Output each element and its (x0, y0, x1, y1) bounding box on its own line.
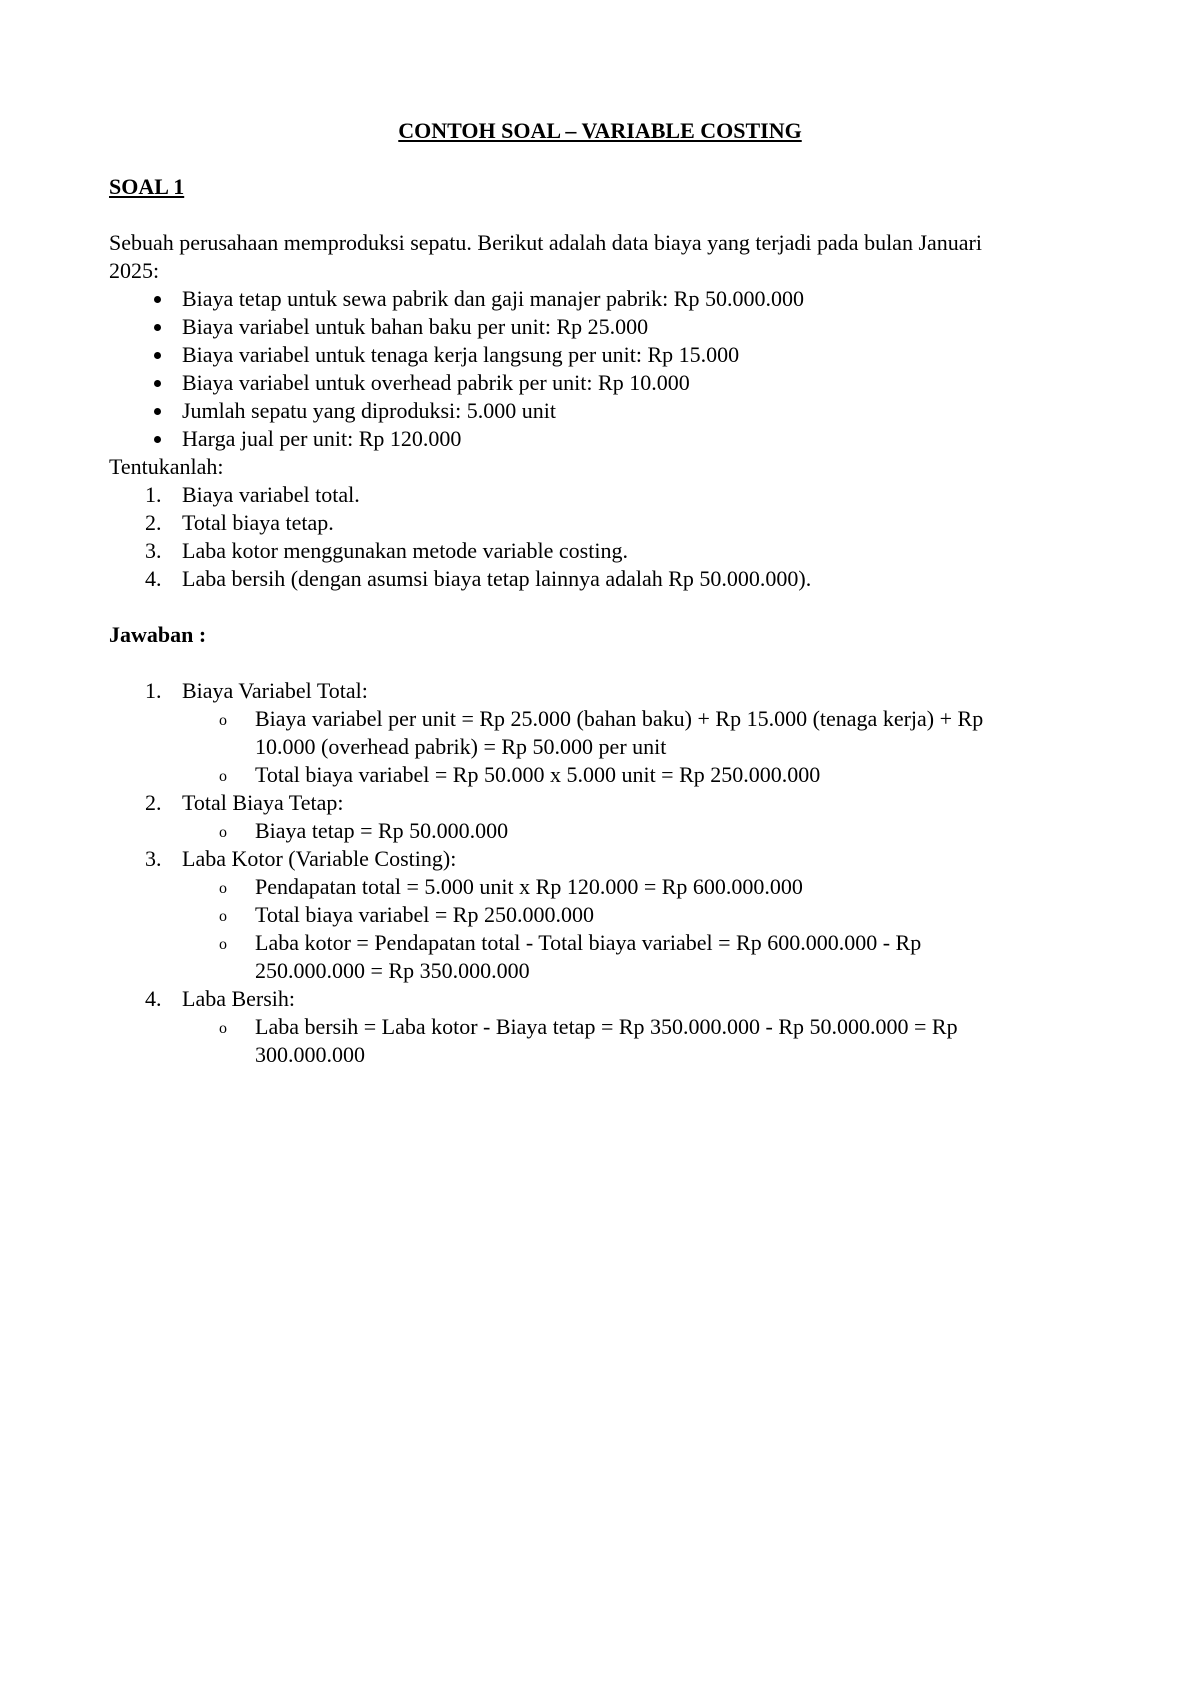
bullet-icon (154, 324, 161, 331)
list-item-text: Laba kotor menggunakan metode variable costing. (182, 538, 628, 563)
list-item-text: Biaya variabel total. (182, 482, 360, 507)
bullet-icon (154, 380, 161, 387)
sub-item-text: Laba bersih = Laba kotor - Biaya tetap = Rp 350.000.000 - Rp 50.000.000 = Rp (255, 1014, 958, 1039)
sub-item-text: Total biaya variabel = Rp 50.000 x 5.000 unit = Rp 250.000.000 (255, 762, 821, 787)
sub-item-text: Biaya tetap = Rp 50.000.000 (255, 818, 509, 843)
sub-bullet-icon: o (219, 824, 227, 841)
sub-bullet-icon: o (219, 712, 227, 729)
sub-item-text-cont: 300.000.000 (255, 1042, 365, 1067)
list-item-text: Biaya tetap untuk sewa pabrik dan gaji manajer pabrik: Rp 50.000.000 (182, 286, 804, 311)
answer-label: Laba Bersih: (182, 986, 296, 1011)
list-item-text: Biaya variabel untuk tenaga kerja langsung per unit: Rp 15.000 (182, 342, 740, 367)
bullet-icon (154, 436, 161, 443)
sub-item-text: Total biaya variabel = Rp 250.000.000 (255, 902, 594, 927)
list-number: 3. (145, 538, 162, 563)
intro-line-2: 2025: (109, 258, 160, 283)
sub-item-text: Biaya variabel per unit = Rp 25.000 (bahan baku) + Rp 15.000 (tenaga kerja) + Rp (255, 706, 984, 731)
answer-label: Total Biaya Tetap: (182, 790, 344, 815)
bullet-icon (154, 352, 161, 359)
list-item-text: Biaya variabel untuk overhead pabrik per unit: Rp 10.000 (182, 370, 690, 395)
list-number: 2. (145, 790, 162, 815)
list-number: 2. (145, 510, 162, 535)
sub-bullet-icon: o (219, 908, 227, 925)
list-number: 1. (145, 678, 162, 703)
document-title: CONTOH SOAL – VARIABLE COSTING (398, 118, 802, 143)
bullet-icon (154, 296, 161, 303)
answer-heading: Jawaban : (109, 622, 207, 647)
sub-item-text: Laba kotor = Pendapatan total - Total biaya variabel = Rp 600.000.000 - Rp (255, 930, 922, 955)
intro-line-1: Sebuah perusahaan memproduksi sepatu. Berikut adalah data biaya yang terjadi pada bulan Januari (109, 230, 982, 255)
list-item-text: Harga jual per unit: Rp 120.000 (182, 426, 462, 451)
bullet-icon (154, 408, 161, 415)
list-number: 4. (145, 566, 162, 591)
section-heading: SOAL 1 (109, 174, 185, 199)
list-item-text: Biaya variabel untuk bahan baku per unit: Rp 25.000 (182, 314, 649, 339)
sub-item-text: Pendapatan total = 5.000 unit x Rp 120.000 = Rp 600.000.000 (255, 874, 803, 899)
sub-item-text-cont: 250.000.000 = Rp 350.000.000 (255, 958, 530, 983)
list-number: 3. (145, 846, 162, 871)
sub-bullet-icon: o (219, 880, 227, 897)
tasks-label: Tentukanlah: (109, 454, 224, 479)
list-item-text: Jumlah sepatu yang diproduksi: 5.000 unit (182, 398, 556, 423)
answer-label: Biaya Variabel Total: (182, 678, 368, 703)
list-number: 4. (145, 986, 162, 1011)
list-item-text: Laba bersih (dengan asumsi biaya tetap lainnya adalah Rp 50.000.000). (182, 566, 812, 591)
list-number: 1. (145, 482, 162, 507)
sub-bullet-icon: o (219, 768, 227, 785)
sub-bullet-icon: o (219, 1020, 227, 1037)
list-item-text: Total biaya tetap. (182, 510, 334, 535)
sub-bullet-icon: o (219, 936, 227, 953)
sub-item-text-cont: 10.000 (overhead pabrik) = Rp 50.000 per unit (255, 734, 667, 759)
answer-label: Laba Kotor (Variable Costing): (182, 846, 457, 871)
